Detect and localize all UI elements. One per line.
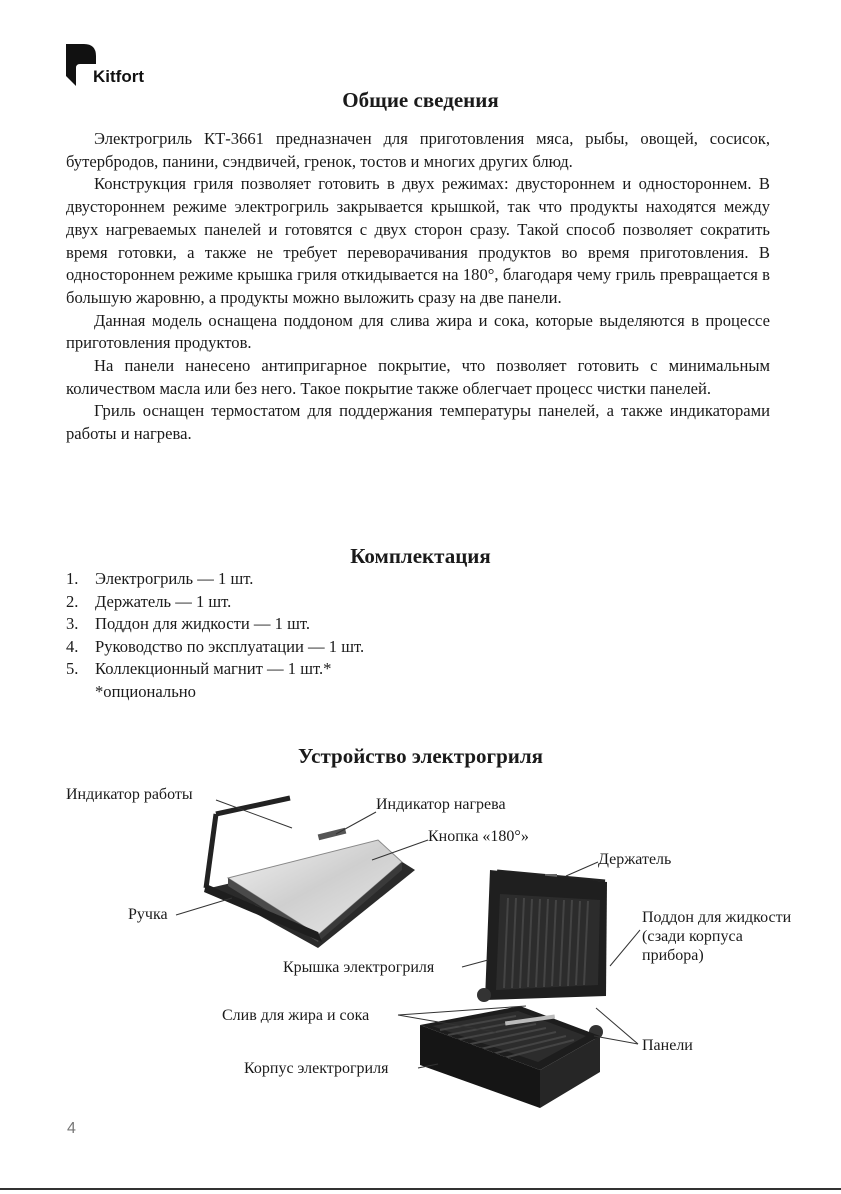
list-item: 4. Руководство по эксплуатации — 1 шт. [66, 636, 365, 656]
closed-grill-image [204, 798, 415, 948]
general-paragraph: Конструкция гриля позволяет готовить в двух режимах: двустороннем и одностороннем. В двустороннем режиме электрогриль закрывается крышкой, так что продукты находятся между двух нагреваемых панелей и готовятся с двух сторон сразу. Такой способ позволяет сократить время готовки, а также не требует переворачивания продуктов во время приготовления. В одностороннем режиме крышка гриля откидывается на 180°, благодаря чему гриль превращается в большую жаровню, а продукты можно выложить сразу на две панели. [66, 174, 770, 307]
device-title: Устройство электрогриля [297, 744, 543, 768]
label-heat-indicator: Индикатор нагрева [376, 796, 506, 813]
device-diagram [0, 770, 841, 1130]
list-item: 1. Электрогриль — 1 шт. [66, 569, 254, 588]
label-drain: Слив для жира и сока [222, 1007, 370, 1024]
brand-name: Kitfort [93, 67, 144, 86]
general-paragraph: Электрогриль КТ-3661 предназначен для приготовления мяса, рыбы, овощей, сосисок, бутербродов, панини, сэндвичей, гренок, тостов и многих других блюд. [66, 129, 770, 171]
general-title: Общие сведения [342, 88, 499, 112]
label-body: Корпус электрогриля [244, 1060, 389, 1077]
list-item: 3. Поддон для жидкости — 1 шт. [66, 614, 310, 633]
list-item: 5. Коллекционный магнит — 1 шт.* [66, 659, 332, 678]
general-paragraph: На панели нанесено антипригарное покрытие, что позволяет готовить с минимальным количеством масла или без него. Такое покрытие также облегчает процесс чистки панелей. [66, 356, 770, 398]
general-body [66, 128, 770, 446]
open-grill-image [420, 870, 607, 1108]
general-paragraph: Гриль оснащен термостатом для поддержания температуры панелей, а также индикаторами работы и нагрева. [66, 401, 770, 444]
kitfort-logo [66, 42, 176, 92]
general-paragraph: Данная модель оснащена поддоном для слива жира и сока, которые выделяются в процессе приготовления продуктов. [66, 310, 770, 353]
contents-list [66, 568, 364, 703]
contents-title: Комплектация [350, 544, 491, 568]
label-holder: Держатель [598, 851, 672, 868]
label-drip-tray: Поддон для жидкости (сзади корпуса прибора) [642, 909, 792, 964]
list-item: 2. Держатель — 1 шт. [66, 591, 232, 611]
optional-note: *опционально [95, 681, 196, 701]
bottom-rule [0, 1188, 841, 1190]
label-plates: Панели [642, 1037, 693, 1054]
page-number: 4 [67, 1120, 76, 1137]
label-lid: Крышка электрогриля [283, 959, 435, 976]
label-power-indicator: Индикатор работы [66, 786, 193, 803]
label-handle: Ручка [128, 906, 168, 923]
label-button-180: Кнопка «180°» [428, 828, 529, 845]
